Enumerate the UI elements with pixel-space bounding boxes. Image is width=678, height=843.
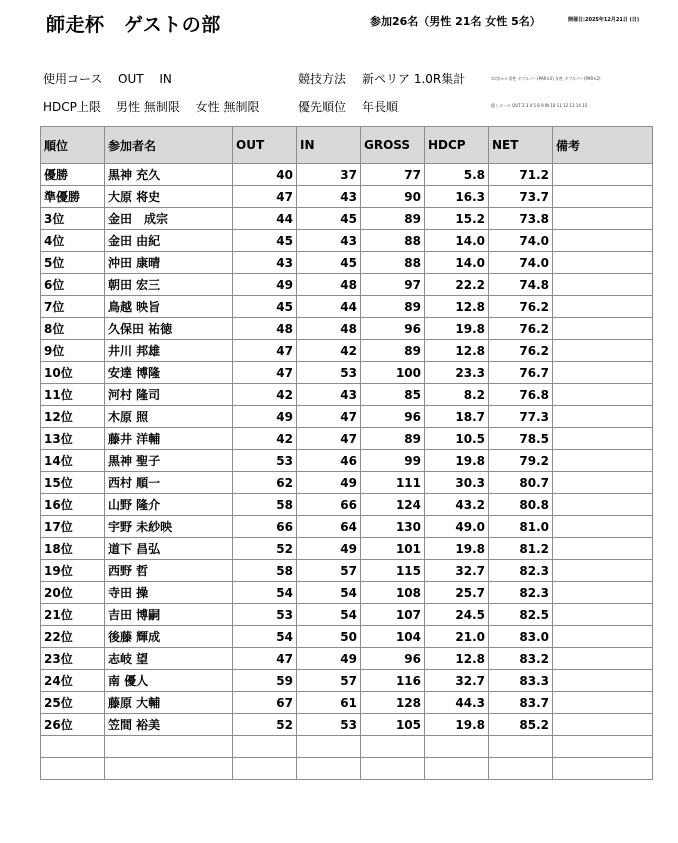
cell-out: 45 xyxy=(233,296,297,318)
method-label: 競技方法 xyxy=(298,72,347,86)
cell-out: 44 xyxy=(233,208,297,230)
cell-out: 47 xyxy=(233,648,297,670)
cell-note xyxy=(553,318,653,340)
hdcp-value: 男性 無制限 女性 無制限 xyxy=(116,100,260,114)
hdcp-label: HDCP上限 xyxy=(43,100,101,114)
cell-name: 鳥越 映旨 xyxy=(105,296,233,318)
table-row xyxy=(41,208,653,230)
table-row xyxy=(41,362,653,384)
cell-name: 井川 邦雄 xyxy=(105,340,233,362)
cell-gross: 88 xyxy=(361,230,425,252)
cell-in: 53 xyxy=(297,362,361,384)
cell-rank: 16位 xyxy=(41,494,105,516)
header-note: 備考 xyxy=(553,127,653,164)
table-row xyxy=(41,626,653,648)
cell-rank: 25位 xyxy=(41,692,105,714)
cell-in: 57 xyxy=(297,670,361,692)
cell-rank: 12位 xyxy=(41,406,105,428)
cell-net: 79.2 xyxy=(489,450,553,472)
cell-rank: 21位 xyxy=(41,604,105,626)
cell-note xyxy=(553,758,653,780)
table-row xyxy=(41,428,653,450)
cell-in: 43 xyxy=(297,186,361,208)
cell-in: 45 xyxy=(297,208,361,230)
table-row xyxy=(41,648,653,670)
table-row xyxy=(41,450,653,472)
table-row xyxy=(41,692,653,714)
cell-note xyxy=(553,296,653,318)
cell-gross: 100 xyxy=(361,362,425,384)
cell-rank: 19位 xyxy=(41,560,105,582)
cell-in: 43 xyxy=(297,230,361,252)
cell-rank: 23位 xyxy=(41,648,105,670)
cell-note xyxy=(553,538,653,560)
table-row xyxy=(41,604,653,626)
cell-in: 42 xyxy=(297,340,361,362)
cell-note xyxy=(553,362,653,384)
cell-rank: 14位 xyxy=(41,450,105,472)
cell-hdcp: 15.2 xyxy=(425,208,489,230)
cell-gross xyxy=(361,736,425,758)
cell-net: 81.2 xyxy=(489,538,553,560)
cell-note xyxy=(553,670,653,692)
cell-name: 藤井 洋輔 xyxy=(105,428,233,450)
cell-rank: 26位 xyxy=(41,714,105,736)
cell-note xyxy=(553,274,653,296)
table-row xyxy=(41,670,653,692)
cell-note xyxy=(553,582,653,604)
header-name: 参加者名 xyxy=(105,127,233,164)
table-row xyxy=(41,758,653,780)
cell-gross: 111 xyxy=(361,472,425,494)
cell-out: 66 xyxy=(233,516,297,538)
table-row xyxy=(41,406,653,428)
method-note: ｽｺｱ計ﾙｰﾙ 男性 ダブルパー(PAR×2) 女性 ダブルパー(PAR×2) xyxy=(491,76,601,81)
cell-rank: 13位 xyxy=(41,428,105,450)
cell-name xyxy=(105,758,233,780)
cell-out: 49 xyxy=(233,274,297,296)
cell-hdcp: 23.3 xyxy=(425,362,489,384)
cell-gross: 88 xyxy=(361,252,425,274)
cell-name: 藤原 大輔 xyxy=(105,692,233,714)
cell-note xyxy=(553,604,653,626)
cell-gross: 101 xyxy=(361,538,425,560)
cell-net: 80.8 xyxy=(489,494,553,516)
cell-in: 46 xyxy=(297,450,361,472)
cell-gross: 104 xyxy=(361,626,425,648)
cell-out: 47 xyxy=(233,340,297,362)
cell-in: 43 xyxy=(297,384,361,406)
cell-name: 沖田 康晴 xyxy=(105,252,233,274)
cell-gross: 124 xyxy=(361,494,425,516)
table-row xyxy=(41,736,653,758)
cell-in: 50 xyxy=(297,626,361,648)
table-row xyxy=(41,494,653,516)
cell-net: 82.5 xyxy=(489,604,553,626)
header-hdcp: HDCP xyxy=(425,127,489,164)
cell-rank: 9位 xyxy=(41,340,105,362)
cell-net: 73.8 xyxy=(489,208,553,230)
cell-hdcp xyxy=(425,736,489,758)
cell-name: 西村 順一 xyxy=(105,472,233,494)
cell-hdcp: 19.8 xyxy=(425,714,489,736)
cell-out: 40 xyxy=(233,164,297,186)
cell-rank: 優勝 xyxy=(41,164,105,186)
cell-hdcp: 32.7 xyxy=(425,670,489,692)
cell-name: 黒神 聖子 xyxy=(105,450,233,472)
table-row xyxy=(41,560,653,582)
course-label: 使用コース xyxy=(43,72,103,86)
cell-note xyxy=(553,230,653,252)
cell-hdcp xyxy=(425,758,489,780)
cell-name: 道下 昌弘 xyxy=(105,538,233,560)
table-row xyxy=(41,340,653,362)
cell-in: 64 xyxy=(297,516,361,538)
cell-name: 宇野 未紗映 xyxy=(105,516,233,538)
cell-in: 54 xyxy=(297,604,361,626)
table-row xyxy=(41,538,653,560)
cell-note xyxy=(553,736,653,758)
cell-net: 77.3 xyxy=(489,406,553,428)
cell-hdcp: 25.7 xyxy=(425,582,489,604)
cell-net: 74.8 xyxy=(489,274,553,296)
cell-gross: 89 xyxy=(361,296,425,318)
cell-in: 54 xyxy=(297,582,361,604)
cell-rank: 6位 xyxy=(41,274,105,296)
cell-gross: 130 xyxy=(361,516,425,538)
cell-name: 西野 哲 xyxy=(105,560,233,582)
cell-rank: 準優勝 xyxy=(41,186,105,208)
cell-net: 82.3 xyxy=(489,560,553,582)
method-value: 新ペリア 1.0R集計 xyxy=(362,72,466,86)
cell-net: 76.8 xyxy=(489,384,553,406)
cell-net: 83.0 xyxy=(489,626,553,648)
cell-in: 53 xyxy=(297,714,361,736)
cell-in: 44 xyxy=(297,296,361,318)
header-gross: GROSS xyxy=(361,127,425,164)
cell-note xyxy=(553,406,653,428)
cell-in xyxy=(297,758,361,780)
cell-hdcp: 14.0 xyxy=(425,230,489,252)
cell-in: 49 xyxy=(297,472,361,494)
cell-note xyxy=(553,252,653,274)
cell-hdcp: 14.0 xyxy=(425,252,489,274)
cell-rank: 20位 xyxy=(41,582,105,604)
cell-note xyxy=(553,714,653,736)
cell-net: 73.7 xyxy=(489,186,553,208)
event-date: 開催日:2025年12月21日 (日) xyxy=(568,17,640,23)
cell-name: 吉田 博嗣 xyxy=(105,604,233,626)
cell-note xyxy=(553,516,653,538)
cell-net: 71.2 xyxy=(489,164,553,186)
cell-rank: 3位 xyxy=(41,208,105,230)
table-row xyxy=(41,296,653,318)
cell-name: 寺田 操 xyxy=(105,582,233,604)
cell-gross: 108 xyxy=(361,582,425,604)
cell-hdcp: 22.2 xyxy=(425,274,489,296)
table-row xyxy=(41,318,653,340)
cell-note xyxy=(553,428,653,450)
cell-net: 82.3 xyxy=(489,582,553,604)
cell-rank: 24位 xyxy=(41,670,105,692)
cell-out: 52 xyxy=(233,538,297,560)
cell-gross: 85 xyxy=(361,384,425,406)
priority-label: 優先順位 xyxy=(298,100,347,114)
participant-count: 参加26名（男性 21名 女性 5名） xyxy=(370,15,541,28)
cell-out: 59 xyxy=(233,670,297,692)
cell-hdcp: 21.0 xyxy=(425,626,489,648)
cell-net: 81.0 xyxy=(489,516,553,538)
cell-hdcp: 10.5 xyxy=(425,428,489,450)
cell-name: 後藤 輝成 xyxy=(105,626,233,648)
cell-in: 61 xyxy=(297,692,361,714)
cell-gross xyxy=(361,758,425,780)
cell-in: 47 xyxy=(297,428,361,450)
cell-in: 45 xyxy=(297,252,361,274)
cell-net xyxy=(489,758,553,780)
cell-net: 80.7 xyxy=(489,472,553,494)
cell-in: 66 xyxy=(297,494,361,516)
table-row xyxy=(41,582,653,604)
cell-out xyxy=(233,736,297,758)
cell-hdcp: 30.3 xyxy=(425,472,489,494)
cell-out: 58 xyxy=(233,494,297,516)
cell-in: 48 xyxy=(297,318,361,340)
cell-gross: 96 xyxy=(361,406,425,428)
cell-hdcp: 49.0 xyxy=(425,516,489,538)
cell-note xyxy=(553,494,653,516)
cell-net: 76.2 xyxy=(489,340,553,362)
cell-hdcp: 24.5 xyxy=(425,604,489,626)
table-row xyxy=(41,516,653,538)
cell-out: 47 xyxy=(233,186,297,208)
cell-rank: 11位 xyxy=(41,384,105,406)
cell-out: 45 xyxy=(233,230,297,252)
header-net: NET xyxy=(489,127,553,164)
cell-out: 52 xyxy=(233,714,297,736)
cell-rank: 8位 xyxy=(41,318,105,340)
cell-gross: 77 xyxy=(361,164,425,186)
cell-hdcp: 19.8 xyxy=(425,538,489,560)
cell-out: 62 xyxy=(233,472,297,494)
cell-out: 42 xyxy=(233,428,297,450)
cell-in: 49 xyxy=(297,538,361,560)
cell-net: 74.0 xyxy=(489,252,553,274)
cell-in: 48 xyxy=(297,274,361,296)
cell-hdcp: 8.2 xyxy=(425,384,489,406)
cell-name xyxy=(105,736,233,758)
cell-gross: 99 xyxy=(361,450,425,472)
cell-net: 76.2 xyxy=(489,296,553,318)
cell-note xyxy=(553,626,653,648)
cell-rank: 10位 xyxy=(41,362,105,384)
cell-hdcp: 19.8 xyxy=(425,318,489,340)
cell-hdcp: 32.7 xyxy=(425,560,489,582)
cell-net: 83.3 xyxy=(489,670,553,692)
table-row xyxy=(41,252,653,274)
cell-gross: 115 xyxy=(361,560,425,582)
header-rank: 順位 xyxy=(41,127,105,164)
cell-note xyxy=(553,340,653,362)
table-row xyxy=(41,472,653,494)
cell-hdcp: 18.7 xyxy=(425,406,489,428)
cell-net: 76.2 xyxy=(489,318,553,340)
cell-in: 37 xyxy=(297,164,361,186)
table-header-row xyxy=(41,127,653,164)
cell-rank: 22位 xyxy=(41,626,105,648)
cell-hdcp: 12.8 xyxy=(425,340,489,362)
cell-out: 53 xyxy=(233,604,297,626)
cell-name: 金田 由紀 xyxy=(105,230,233,252)
cell-out: 42 xyxy=(233,384,297,406)
cell-name: 南 優人 xyxy=(105,670,233,692)
cell-name: 大原 将史 xyxy=(105,186,233,208)
cell-gross: 96 xyxy=(361,318,425,340)
table-row xyxy=(41,164,653,186)
cell-rank: 15位 xyxy=(41,472,105,494)
table-row xyxy=(41,230,653,252)
cell-gross: 89 xyxy=(361,340,425,362)
cell-in: 49 xyxy=(297,648,361,670)
cell-name: 黒神 充久 xyxy=(105,164,233,186)
cell-out: 49 xyxy=(233,406,297,428)
cell-name: 山野 隆介 xyxy=(105,494,233,516)
cell-rank: 7位 xyxy=(41,296,105,318)
cell-rank: 4位 xyxy=(41,230,105,252)
cell-out: 54 xyxy=(233,626,297,648)
page-title: 師走杯 ゲストの部 xyxy=(46,14,221,36)
cell-gross: 89 xyxy=(361,208,425,230)
cell-rank: 18位 xyxy=(41,538,105,560)
cell-name: 木原 照 xyxy=(105,406,233,428)
cell-note xyxy=(553,450,653,472)
cell-hdcp: 19.8 xyxy=(425,450,489,472)
cell-gross: 107 xyxy=(361,604,425,626)
cell-note xyxy=(553,384,653,406)
cell-rank xyxy=(41,758,105,780)
cell-net: 74.0 xyxy=(489,230,553,252)
cell-note xyxy=(553,186,653,208)
cell-rank: 17位 xyxy=(41,516,105,538)
cell-out: 58 xyxy=(233,560,297,582)
table-row xyxy=(41,186,653,208)
cell-note xyxy=(553,692,653,714)
cell-gross: 116 xyxy=(361,670,425,692)
cell-note xyxy=(553,648,653,670)
cell-hdcp: 5.8 xyxy=(425,164,489,186)
cell-name: 安達 博隆 xyxy=(105,362,233,384)
results-table xyxy=(40,126,653,780)
table-row xyxy=(41,274,653,296)
cell-out: 47 xyxy=(233,362,297,384)
cell-out xyxy=(233,758,297,780)
cell-name: 河村 隆司 xyxy=(105,384,233,406)
cell-name: 朝田 宏三 xyxy=(105,274,233,296)
cell-name: 笠間 裕美 xyxy=(105,714,233,736)
cell-gross: 97 xyxy=(361,274,425,296)
cell-net: 78.5 xyxy=(489,428,553,450)
cell-in xyxy=(297,736,361,758)
cell-hdcp: 44.3 xyxy=(425,692,489,714)
cell-out: 48 xyxy=(233,318,297,340)
cell-out: 43 xyxy=(233,252,297,274)
cell-hdcp: 12.8 xyxy=(425,648,489,670)
cell-gross: 96 xyxy=(361,648,425,670)
cell-hdcp: 16.3 xyxy=(425,186,489,208)
cell-gross: 90 xyxy=(361,186,425,208)
cell-in: 57 xyxy=(297,560,361,582)
table-row xyxy=(41,384,653,406)
cell-out: 54 xyxy=(233,582,297,604)
cell-out: 67 xyxy=(233,692,297,714)
cell-out: 53 xyxy=(233,450,297,472)
header-in: IN xyxy=(297,127,361,164)
priority-value: 年長順 xyxy=(362,100,399,114)
cell-in: 47 xyxy=(297,406,361,428)
cell-name: 金田 成宗 xyxy=(105,208,233,230)
cell-note xyxy=(553,472,653,494)
course-value: OUT IN xyxy=(118,72,172,86)
hidden-holes-note: 隠しホール OUT 2 3 4 5 6 9 IN 10 11 12 13 14 15 xyxy=(491,103,588,108)
cell-rank: 5位 xyxy=(41,252,105,274)
cell-net: 85.2 xyxy=(489,714,553,736)
cell-note xyxy=(553,208,653,230)
table-row xyxy=(41,714,653,736)
cell-net: 83.7 xyxy=(489,692,553,714)
cell-net: 83.2 xyxy=(489,648,553,670)
cell-note xyxy=(553,164,653,186)
cell-gross: 89 xyxy=(361,428,425,450)
cell-net: 76.7 xyxy=(489,362,553,384)
cell-hdcp: 43.2 xyxy=(425,494,489,516)
cell-rank xyxy=(41,736,105,758)
cell-net xyxy=(489,736,553,758)
cell-gross: 105 xyxy=(361,714,425,736)
cell-hdcp: 12.8 xyxy=(425,296,489,318)
header-out: OUT xyxy=(233,127,297,164)
cell-name: 久保田 祐徳 xyxy=(105,318,233,340)
cell-gross: 128 xyxy=(361,692,425,714)
cell-name: 志岐 望 xyxy=(105,648,233,670)
cell-note xyxy=(553,560,653,582)
